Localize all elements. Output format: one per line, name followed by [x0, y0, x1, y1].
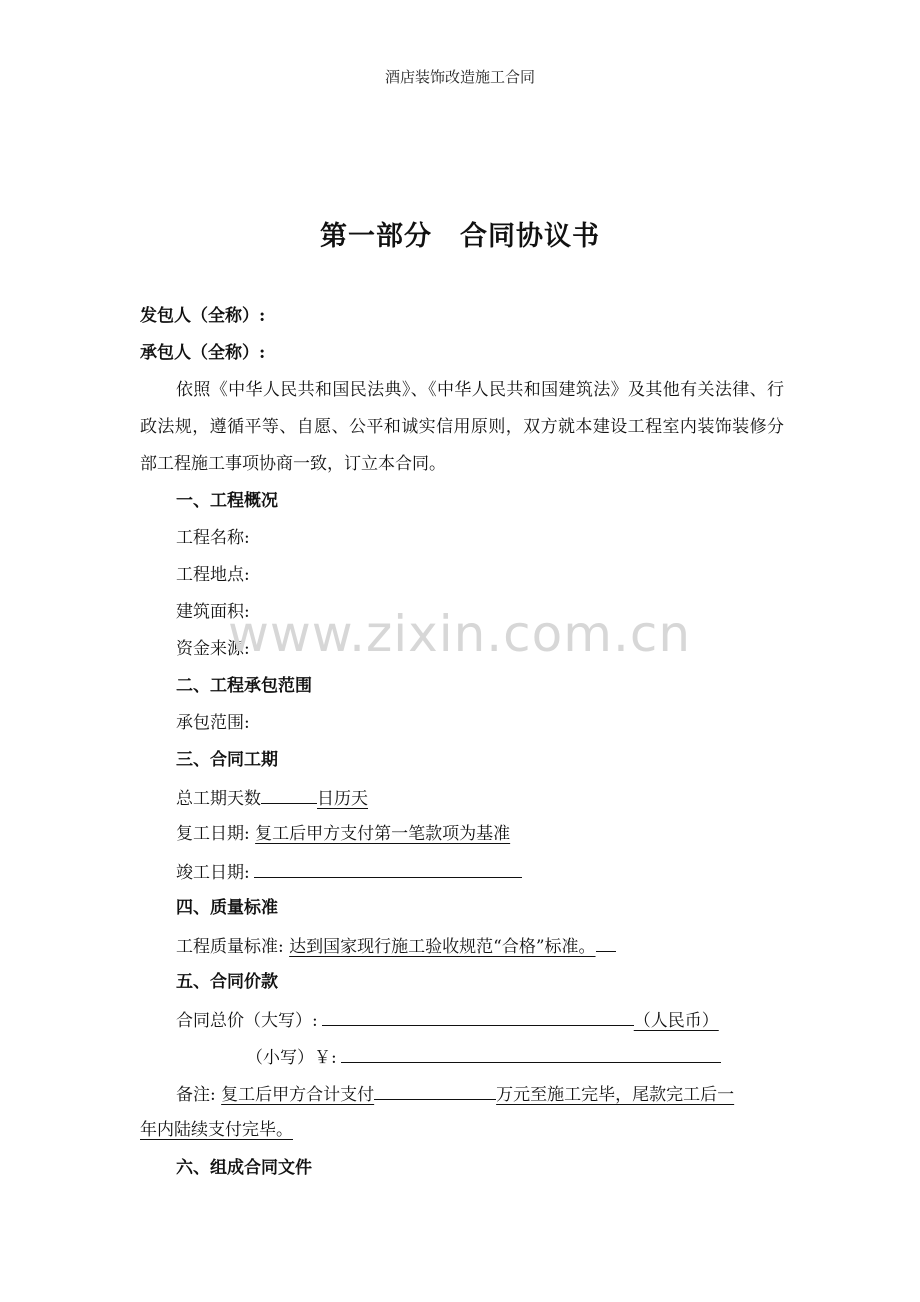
employer-label: 发包人（全称）:: [140, 306, 266, 326]
resume-date-line: [176, 822, 510, 846]
quality-standard-label: 工程质量标准:: [176, 937, 284, 957]
quality-standard-tail: [596, 933, 616, 952]
quality-standard-line: [176, 933, 616, 959]
section-5-heading: 五、合同价款: [176, 972, 278, 992]
resume-date-value: 复工后甲方支付第一笔款项为基准: [255, 824, 511, 844]
contractor-label: 承包人（全称）:: [140, 343, 266, 363]
completion-date-line: [176, 859, 522, 885]
currency-label: （人民币）: [633, 1011, 719, 1031]
completion-date-label: 竣工日期:: [176, 863, 250, 883]
note-text-c: 年内陆续支付完毕。: [140, 1120, 293, 1140]
scope-label: 承包范围:: [176, 713, 250, 733]
resume-date-label: 复工日期:: [176, 824, 250, 844]
note-text-b: 万元至施工完毕，尾款完工后一: [496, 1085, 735, 1105]
price-upper-blank[interactable]: [322, 1007, 634, 1026]
completion-date-blank[interactable]: [254, 859, 522, 878]
running-header: 酒店装饰改造施工合同: [384, 68, 535, 86]
price-upper-line: [176, 1007, 719, 1033]
intro-paragraph: 依照《中华人民共和国民法典》、《中华人民共和国建筑法》及其他有关法律、行政法规，遵循平等、自愿、公平和诚实信用原则，双方就本建设工程室内装饰装修分部工程施工事项协商一致，订立本合同。: [140, 380, 784, 474]
funding-source-label: 资金来源:: [176, 639, 250, 659]
watermark: www.zixin.com.cn: [228, 605, 692, 663]
price-upper-label: 合同总价（大写）:: [176, 1011, 318, 1031]
total-duration-blank[interactable]: [261, 785, 317, 804]
payment-note-line: [176, 1081, 734, 1107]
section-4-heading: 四、质量标准: [176, 898, 278, 918]
project-location-label: 工程地点:: [176, 565, 250, 585]
total-duration-unit: 日历天: [317, 789, 368, 809]
section-1-heading: 一、工程概况: [176, 491, 278, 511]
section-2-heading: 二、工程承包范围: [176, 676, 312, 696]
note-label: 备注:: [176, 1085, 216, 1105]
total-duration-label: 总工期天数: [176, 789, 261, 809]
building-area-label: 建筑面积:: [176, 602, 250, 622]
payment-note-continued: [140, 1118, 293, 1142]
section-3-heading: 三、合同工期: [176, 750, 278, 770]
project-name-label: 工程名称:: [176, 528, 250, 548]
price-lower-blank[interactable]: [341, 1044, 721, 1063]
price-lower-label: （小写）￥:: [246, 1048, 337, 1068]
price-lower-line: [246, 1044, 721, 1070]
note-text-a: 复工后甲方合计支付: [221, 1085, 375, 1105]
quality-standard-value: 达到国家现行施工验收规范“合格”标准。: [289, 937, 596, 957]
section-6-heading: 六、组成合同文件: [176, 1158, 312, 1178]
total-duration-line: [176, 785, 368, 811]
note-amount-blank[interactable]: [374, 1081, 496, 1100]
page-title: 第一部分 合同协议书: [320, 221, 600, 252]
